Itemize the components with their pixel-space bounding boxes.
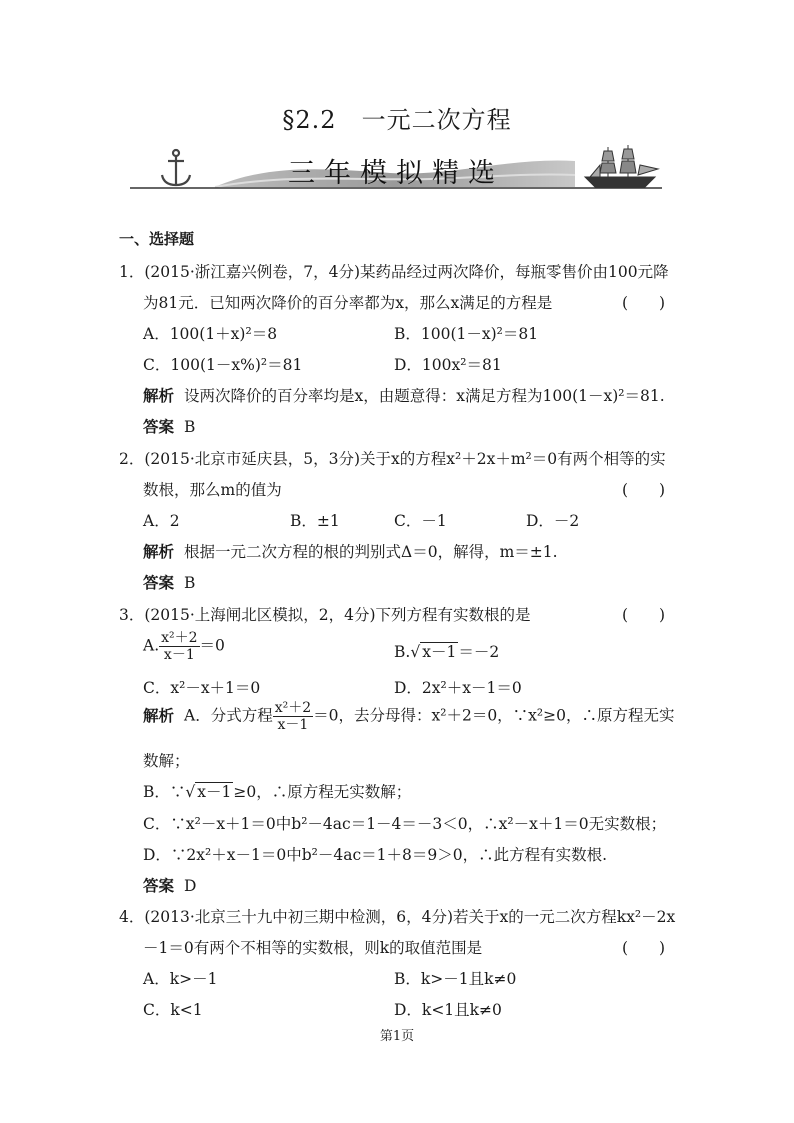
q3-analysis-d: D．∵2x²＋x－1＝0中b²－4ac＝1＋8＝9＞0，∴此方程有实数根. bbox=[143, 846, 608, 864]
q3-option-a bbox=[143, 630, 225, 663]
q4-option-a: A．k>－1 bbox=[143, 970, 218, 988]
radicand: x－1 bbox=[197, 783, 232, 801]
page-title: §2.2 一元二次方程 bbox=[282, 106, 512, 134]
q4-stem-line2: －1＝0有两个不相等的实数根，则k的取值范围是 bbox=[143, 939, 483, 957]
q2-answer-value: B bbox=[184, 574, 196, 592]
equation-rhs: ＝－2 bbox=[458, 643, 500, 661]
sqrt-sign: √ bbox=[410, 643, 421, 661]
q3-option-c: C．x²－x＋1＝0 bbox=[143, 679, 261, 697]
q3-stem: 3．(2015·上海闸北区模拟，2，4分)下列方程有实数根的是 bbox=[119, 606, 531, 624]
q3-analysis-a-cont: 数解； bbox=[143, 752, 190, 770]
q3-answer-value: D bbox=[184, 877, 197, 895]
q3-analysis-c: C．∵x²－x＋1＝0中b²－4ac＝1－4＝－3＜0，∴x²－x＋1＝0无实数根； bbox=[143, 815, 667, 833]
q3-analysis-b bbox=[143, 780, 411, 802]
sqrt-sign: √ bbox=[185, 783, 196, 801]
analysis-label: 解析 bbox=[143, 542, 175, 561]
q1-option-d: D．100x²＝81 bbox=[394, 356, 502, 374]
analysis-label: 解析 bbox=[143, 705, 175, 725]
q1-option-b: B．100(1－x)²＝81 bbox=[394, 325, 539, 343]
fraction bbox=[273, 700, 313, 733]
q2-analysis-text: 根据一元二次方程的根的判别式Δ＝0，解得，m＝±1. bbox=[184, 543, 558, 561]
fraction-numerator: x²＋2 bbox=[274, 700, 312, 716]
q2-stem-line2: 数根，那么m的值为 bbox=[143, 481, 282, 499]
answer-label: 答案 bbox=[143, 417, 175, 436]
fraction-denominator: x－1 bbox=[277, 717, 309, 733]
equation-rhs: ＝0 bbox=[199, 636, 225, 655]
q4-option-d: D．k<1且k≠0 bbox=[394, 1001, 502, 1019]
analysis-text: ＝0，去分母得：x²＋2＝0，∵x²≥0，∴原方程无实 bbox=[313, 706, 675, 725]
radicand: x－1 bbox=[422, 643, 457, 661]
fraction bbox=[159, 630, 199, 663]
q1-answer-paren: ( ) bbox=[622, 294, 666, 312]
analysis-text: A．分式方程 bbox=[184, 706, 273, 725]
analysis-label: 解析 bbox=[143, 386, 175, 405]
q3-answer-paren: ( ) bbox=[622, 606, 666, 624]
q3-option-b bbox=[394, 640, 499, 662]
q2-option-b: B．±1 bbox=[290, 512, 340, 530]
q1-analysis bbox=[143, 384, 665, 406]
answer-label: 答案 bbox=[143, 573, 175, 592]
section-banner bbox=[130, 143, 662, 195]
q4-answer-paren: ( ) bbox=[622, 939, 666, 957]
q1-answer-value: B bbox=[184, 418, 196, 436]
page-number: 第1页 bbox=[379, 1029, 415, 1044]
option-letter: A. bbox=[143, 636, 160, 655]
q2-answer-paren: ( ) bbox=[622, 481, 666, 499]
banner-title: 三年模拟精选 bbox=[288, 158, 504, 189]
q1-option-a: A．100(1＋x)²＝8 bbox=[143, 325, 278, 343]
q4-option-b: B．k>－1且k≠0 bbox=[394, 970, 517, 988]
q2-analysis bbox=[143, 540, 558, 562]
fraction-denominator: x－1 bbox=[163, 647, 195, 663]
q3-answer bbox=[143, 874, 196, 896]
analysis-text: B．∵ bbox=[143, 783, 186, 801]
q1-answer bbox=[143, 415, 195, 437]
fraction-numerator: x²＋2 bbox=[161, 630, 198, 646]
q1-analysis-text: 设两次降价的百分率均是x，由题意得：x满足方程为100(1－x)²＝81. bbox=[184, 387, 665, 405]
option-letter: B. bbox=[394, 643, 411, 661]
q2-option-d: D．－2 bbox=[526, 512, 580, 530]
q2-answer bbox=[143, 571, 195, 593]
q4-option-c: C．k<1 bbox=[143, 1001, 203, 1019]
q1-option-c: C．100(1－x%)²＝81 bbox=[143, 356, 303, 374]
q2-option-c: C．－1 bbox=[394, 512, 447, 530]
q4-stem-line1: 4．(2013·北京三十九中初三期中检测，6，4分)若关于x的一元二次方程kx²－2x bbox=[119, 908, 676, 926]
answer-label: 答案 bbox=[143, 876, 175, 895]
q1-stem-line1: 1．(2015·浙江嘉兴例卷，7，4分)某药品经过两次降价，每瓶零售价由100元降 bbox=[119, 263, 669, 281]
section-heading: 一、选择题 bbox=[119, 230, 195, 248]
analysis-text: ≥0，∴原方程无实数解； bbox=[233, 783, 412, 801]
q2-option-a: A．2 bbox=[143, 512, 180, 530]
q3-option-d: D．2x²＋x－1＝0 bbox=[394, 679, 522, 697]
q3-analysis-a bbox=[143, 700, 675, 733]
q2-stem-line1: 2．(2015·北京市延庆县，5，3分)关于x的方程x²＋2x＋m²＝0有两个相等的实 bbox=[119, 450, 666, 468]
q1-stem-line2: 为81元．已知两次降价的百分率都为x，那么x满足的方程是 bbox=[143, 294, 553, 312]
